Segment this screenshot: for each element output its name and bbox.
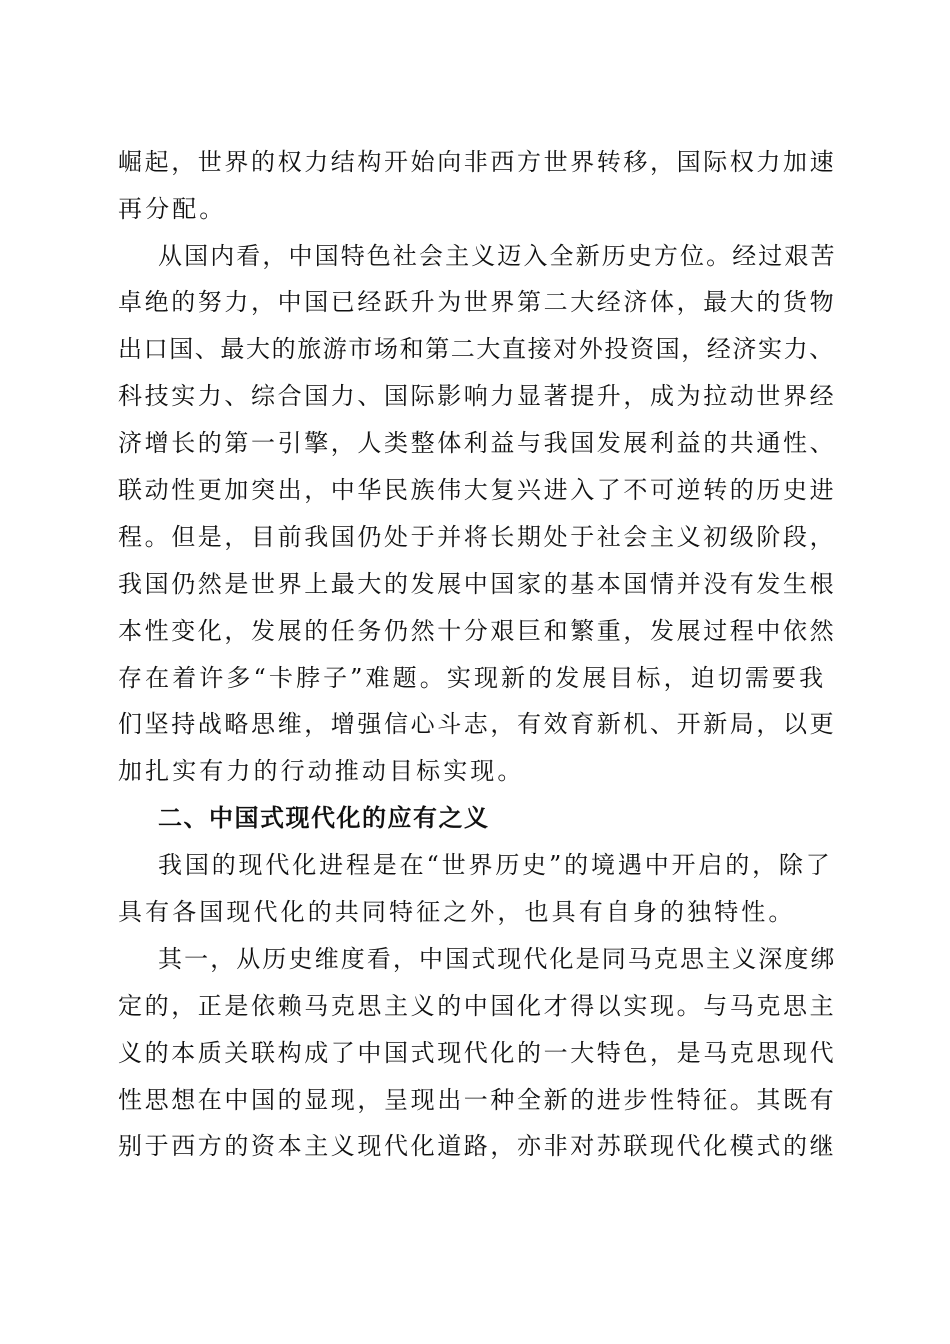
text-line: 联动性更加突出，中华民族伟大复兴进入了不可逆转的历史进 [118,476,837,504]
text-line: 们坚持战略思维，增强信心斗志，有效育新机、开新局，以更 [118,710,837,738]
text-line: 义的本质关联构成了中国式现代化的一大特色，是马克思现代 [118,1039,837,1067]
text-line: 卓绝的努力，中国已经跃升为世界第二大经济体，最大的货物 [118,288,837,316]
text-line: 加扎实有力的行动推动目标实现。 [118,757,525,785]
text-line: 再分配。 [118,195,227,223]
text-line: 具有各国现代化的共同特征之外，也具有自身的独特性。 [118,898,796,926]
section-heading: 二、中国式现代化的应有之义 [158,804,490,832]
paragraph-start-line: 我国的现代化进程是在“世界历史”的境遇中开启的，除了 [158,851,833,879]
text-line: 崛起，世界的权力结构开始向非西方世界转移，国际权力加速 [118,148,837,176]
text-line: 出口国、最大的旅游市场和第二大直接对外投资国，经济实力、 [118,335,835,363]
text-line: 性思想在中国的显现，呈现出一种全新的进步性特征。其既有 [118,1086,837,1114]
text-line: 济增长的第一引擎，人类整体利益与我国发展利益的共通性、 [118,429,837,457]
text-line: 定的，正是依赖马克思主义的中国化才得以实现。与马克思主 [118,992,837,1020]
paragraph-start-line: 其一，从历史维度看，中国式现代化是同马克思主义深度绑 [158,945,837,973]
text-line: 我国仍然是世界上最大的发展中国家的基本国情并没有发生根 [118,570,837,598]
text-line: 程。但是，目前我国仍处于并将长期处于社会主义初级阶段， [118,523,837,551]
text-line: 别于西方的资本主义现代化道路，亦非对苏联现代化模式的继 [118,1132,837,1160]
text-line: 存在着许多“卡脖子”难题。实现新的发展目标，迫切需要我 [118,664,827,692]
paragraph-start-line: 从国内看，中国特色社会主义迈入全新历史方位。经过艰苦 [158,242,837,270]
text-line: 科技实力、综合国力、国际影响力显著提升，成为拉动世界经 [118,382,837,410]
text-line: 本性变化，发展的任务仍然十分艰巨和繁重，发展过程中依然 [118,617,837,645]
